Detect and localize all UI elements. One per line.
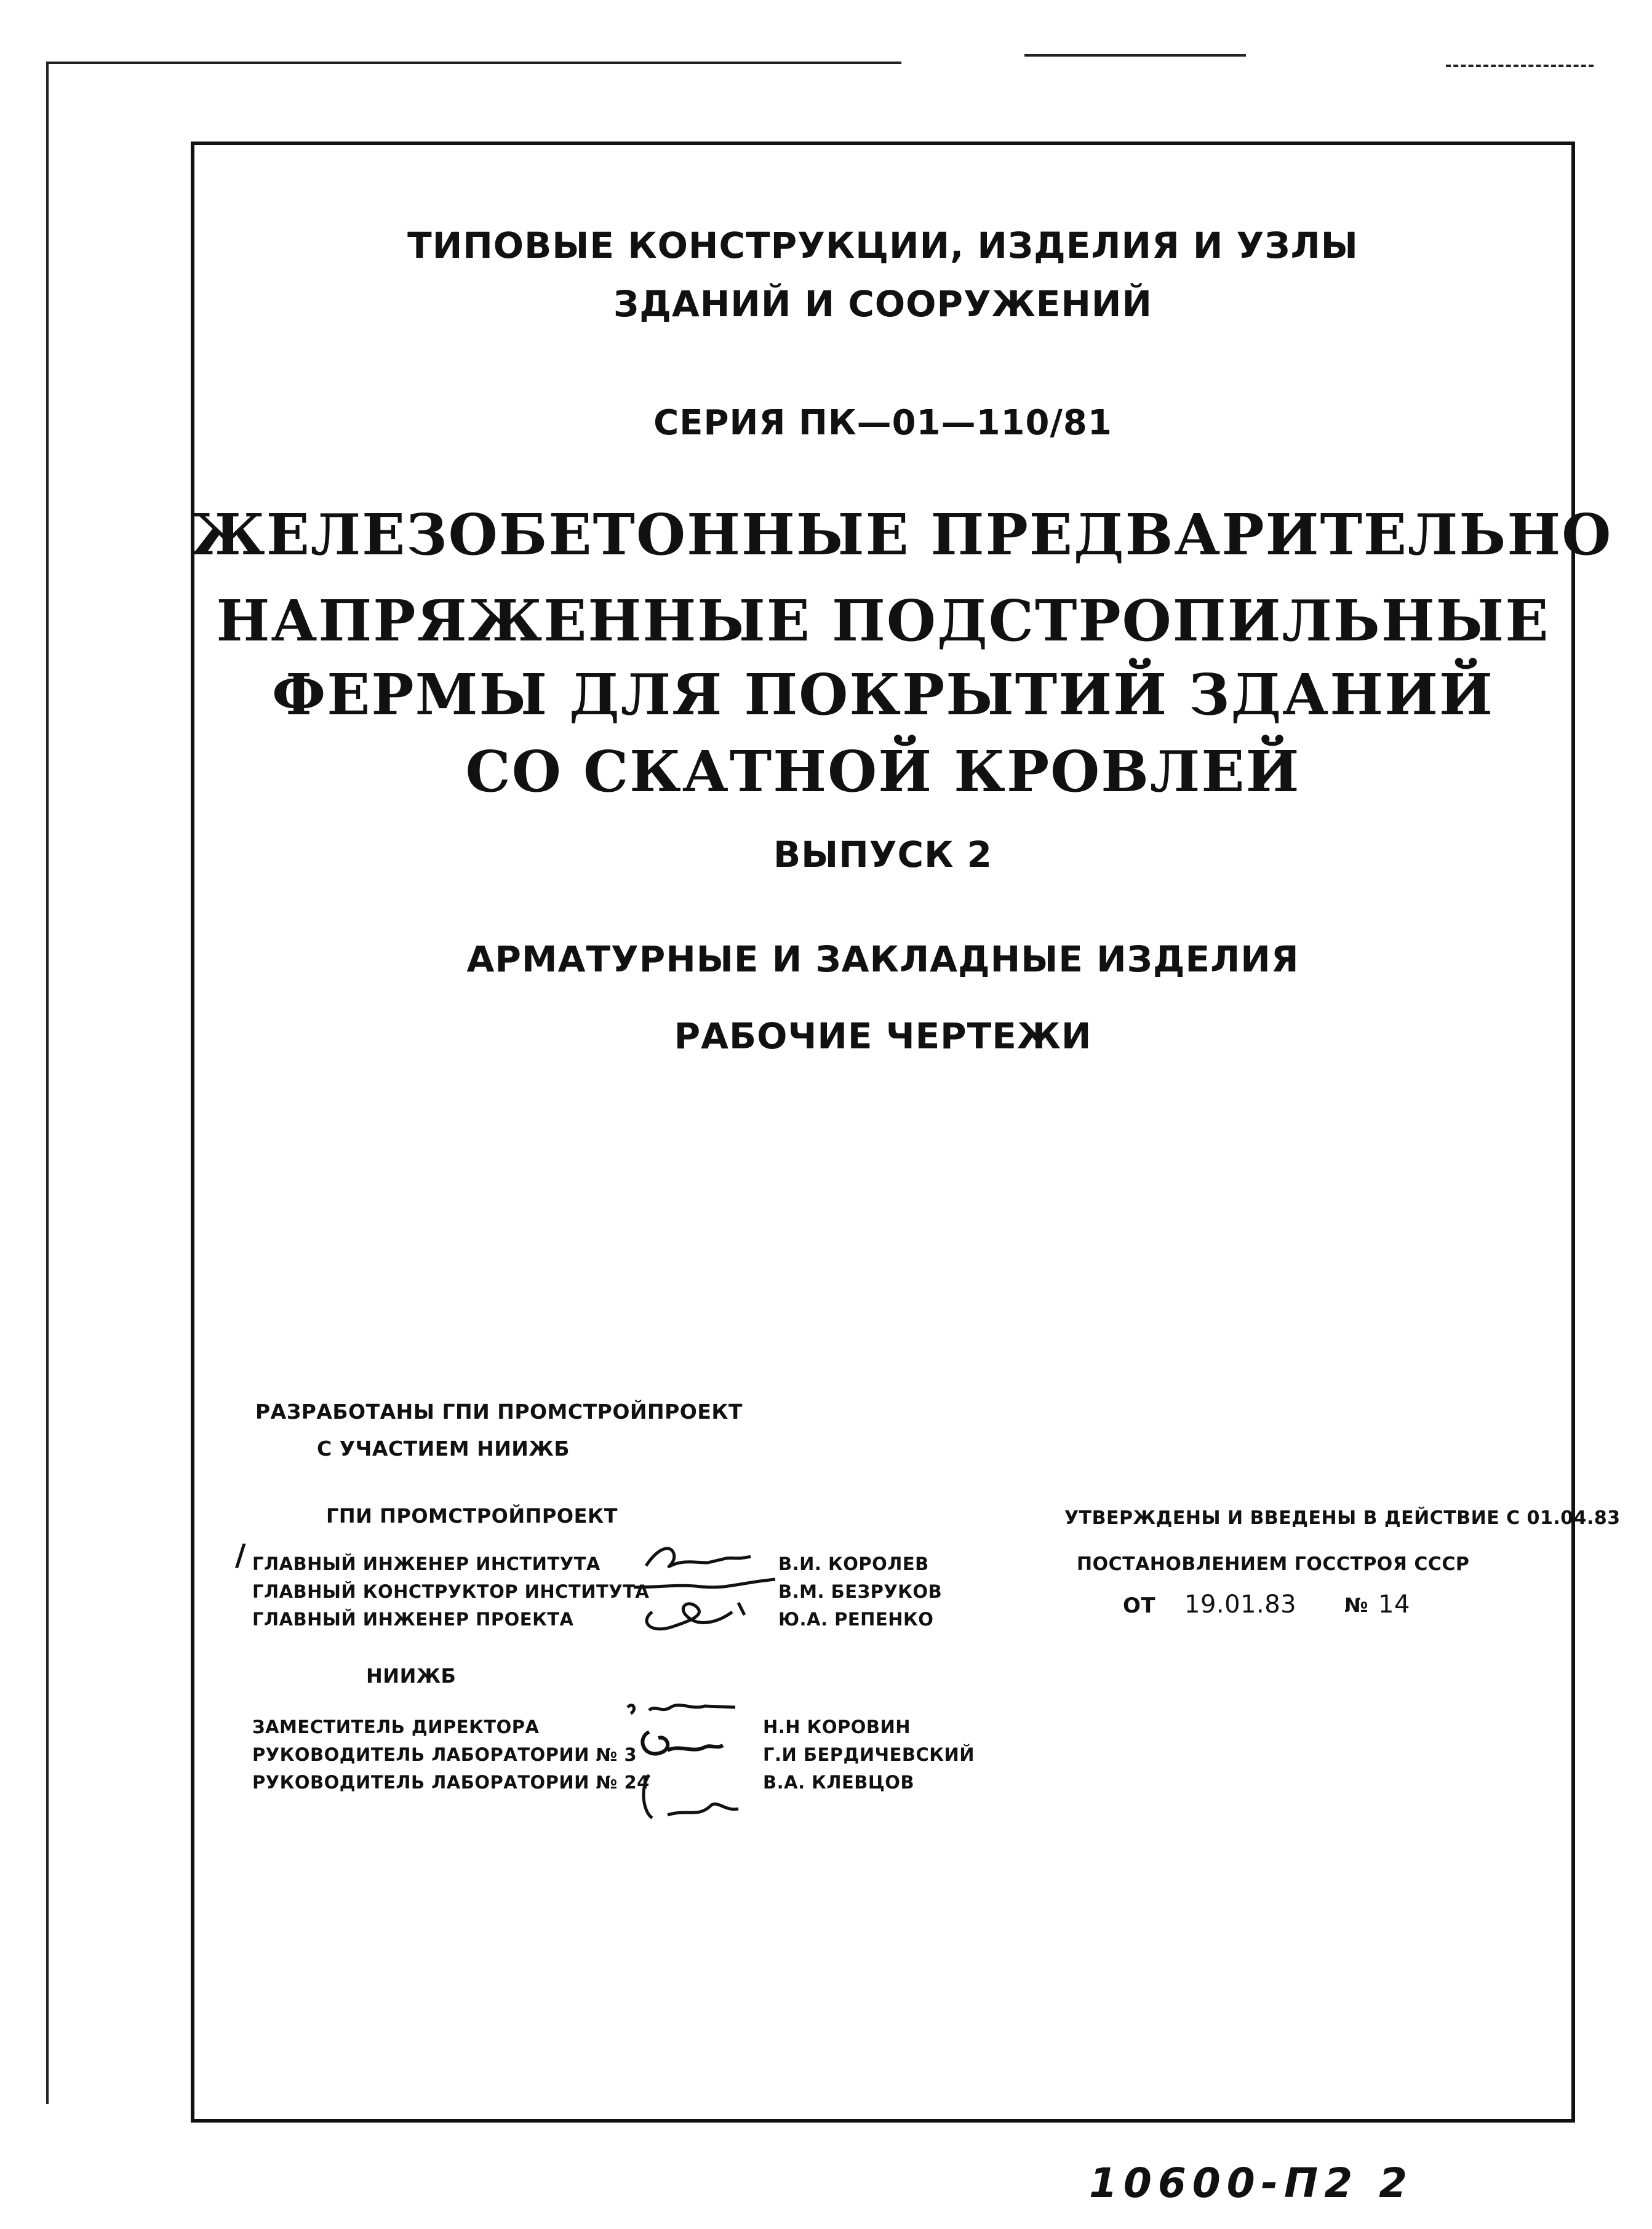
title-line-3: ФЕРМЫ ДЛЯ ПОКРЫТИЙ ЗДАНИЙ — [272, 661, 1494, 728]
org-2-role-3: РУКОВОДИТЕЛЬ ЛАБОРАТОРИИ № 24 — [252, 1772, 650, 1793]
org-2-person-2: Г.И БЕРДИЧЕВСКИЙ — [763, 1744, 975, 1765]
handwritten-archive-number: 10600-П2 2 — [1089, 2159, 1414, 2207]
org-2-person-3: В.А. КЛЕВЦОВ — [763, 1772, 915, 1793]
title-line-2: НАПРЯЖЕННЫЕ ПОДСТРОПИЛЬНЫЕ — [216, 588, 1550, 654]
sheet-border-top — [46, 62, 901, 64]
approval-line-1: УТВЕРЖДЕНЫ И ВВЕДЕНЫ В ДЕЙСТВИЕ С 01.04.83 — [1064, 1507, 1621, 1529]
issue-number: ВЫПУСК 2 — [773, 834, 993, 875]
slash-mark: / — [235, 1538, 246, 1573]
org-1-person-2: В.М. БЕЗРУКОВ — [778, 1581, 943, 1602]
signatures-org-2 — [624, 1695, 778, 1836]
title-line-1: ЖЕЛЕЗОБЕТОННЫЕ ПРЕДВАРИТЕЛЬНО — [191, 501, 1613, 568]
top-dashed-line — [1446, 65, 1594, 67]
top-divider-line — [1024, 54, 1246, 57]
developed-by: РАЗРАБОТАНЫ ГПИ ПРОМСТРОЙПРОЕКТ — [255, 1400, 743, 1424]
org-1-role-2: ГЛАВНЫЙ КОНСТРУКТОР ИНСТИТУТА — [252, 1581, 650, 1602]
approval-line-2: ПОСТАНОВЛЕНИЕМ ГОССТРОЯ СССР — [1077, 1553, 1470, 1575]
participation: С УЧАСТИЕМ НИИЖБ — [317, 1437, 570, 1461]
title-line-4: СО СКАТНОЙ КРОВЛЕЙ — [465, 738, 1301, 805]
approval-number: 14 — [1378, 1590, 1410, 1619]
org-1-person-1: В.И. КОРОЛЕВ — [778, 1553, 929, 1574]
org-1-person-3: Ю.А. РЕПЕНКО — [778, 1609, 934, 1630]
header-line-2: ЗДАНИЙ И СООРУЖЕНИЙ — [613, 283, 1152, 325]
org-1-role-3: ГЛАВНЫЙ ИНЖЕНЕР ПРОЕКТА — [252, 1609, 574, 1630]
org-2-person-1: Н.Н КОРОВИН — [763, 1717, 911, 1737]
approval-from-label: ОТ — [1123, 1593, 1156, 1618]
subtitle: АРМАТУРНЫЕ И ЗАКЛАДНЫЕ ИЗДЕЛИЯ — [466, 938, 1299, 980]
subtitle-working-drawings: РАБОЧИЕ ЧЕРТЕЖИ — [674, 1015, 1092, 1057]
series-code: СЕРИЯ ПК—01—110/81 — [653, 403, 1112, 443]
approval-date: 19.01.83 — [1184, 1590, 1297, 1619]
org-2-role-1: ЗАМЕСТИТЕЛЬ ДИРЕКТОРА — [252, 1717, 540, 1737]
header-line-1: ТИПОВЫЕ КОНСТРУКЦИИ, ИЗДЕЛИЯ И УЗЛЫ — [407, 225, 1359, 266]
org-2-role-2: РУКОВОДИТЕЛЬ ЛАБОРАТОРИИ № 3 — [252, 1744, 637, 1765]
org-1-role-1: ГЛАВНЫЙ ИНЖЕНЕР ИНСТИТУТА — [252, 1553, 601, 1574]
sheet-border-left — [46, 62, 49, 2104]
signatures-org-1 — [634, 1535, 794, 1658]
org-2-name: НИИЖБ — [366, 1664, 457, 1688]
approval-number-label: № — [1344, 1593, 1368, 1617]
org-1-name: ГПИ ПРОМСТРОЙПРОЕКТ — [326, 1504, 618, 1528]
